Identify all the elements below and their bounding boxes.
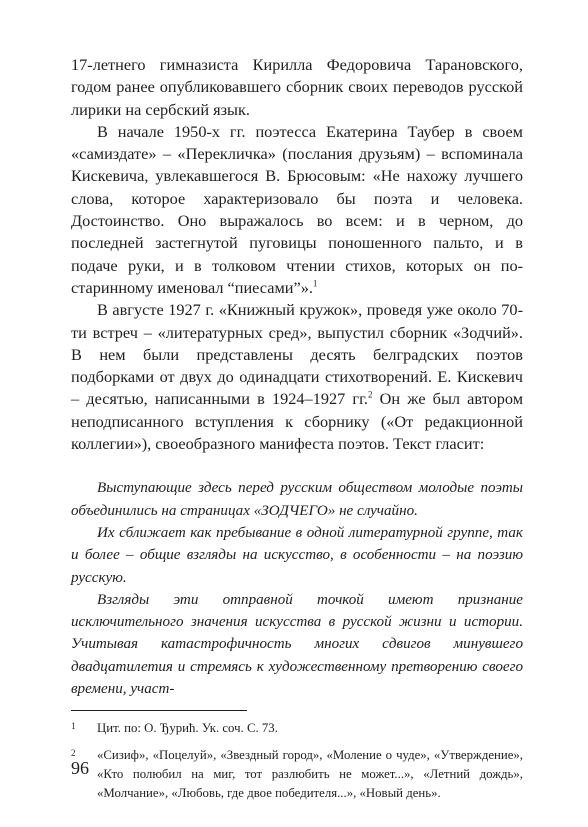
paragraph-2 — [71, 121, 523, 299]
page-content — [71, 54, 523, 811]
paragraph-3 — [71, 299, 523, 455]
footnote-number: 2 — [71, 748, 76, 759]
footnote-text: «Сизиф», «Поцелуй», «Звездный город», «Моление о чуде», «Утверждение», «Кто полюбил на миг, тот разлюбить не может...», «Летний дождь», «Молчание», «Любовь, где двое победителя...», «Новый день». — [97, 748, 523, 801]
paragraph-1-text: 17-летнего гимназиста Кирилла Федоровича Тарановского, годом ранее опубликовавшего сборник своих переводов русской лирики на сербский язык. — [71, 55, 523, 119]
footnote-number: 1 — [71, 721, 76, 732]
footnote-divider — [71, 710, 523, 803]
footnote-ref-1[interactable]: 1 — [312, 278, 318, 289]
paragraph-3-text: В августе 1927 г. «Книжный кружок», проведя уже около 70-ти встреч – «литературных сред», выпустил сборник «Зодчий». В нем были представлены десять белградских поэтов подборками от двух до одинадцати стихотворений. Е. Кискевич – десятью, написанными в 1924–1927 гг. — [71, 300, 523, 409]
footnotes — [71, 711, 523, 803]
footnote-2 — [71, 746, 523, 803]
page-number: 96 — [71, 758, 89, 778]
quote-paragraph-2: Их сближает как пребывание в одной литературной группе, так и более – общие взгляды на искусство, в особенности – на поэзию русскую. — [71, 524, 523, 586]
footnote-1 — [71, 719, 523, 738]
paragraph-1 — [71, 54, 523, 121]
paragraph-2-text: В начале 1950-х гг. поэтесса Екатерина Таубер в своем «самиздате» – «Перекличка» (послания друзьям) – вспоминала Кискевича, увлекавшегося В. Брюсовым: «Не нахожу лучшего слова, которое характеризовало бы поэта и человека. Достоинство. Оно выражалось во всем: и в черном, до последней застегнутой пуговицы поношенного пальто, и в подаче руки, и в толковом чтении стихов, которых он по-старинному именовал “пиесами”». — [71, 121, 523, 297]
quote-paragraph-3: Взгляды эти отправной точкой имеют признание исключительного значения искусства в русской жизни и истории. Учитывая катастрофичность многих сдвигов минувшего двадцатилетия и стремясь к художественному претворению своего времени, участ- — [71, 591, 523, 698]
quote-paragraph-1: Выступающие здесь перед русским обществом молодые поэты объединились на страницах «ЗОДЧЕГО» не случайно. — [71, 480, 523, 519]
paragraph-3-tail: Он же был автором неподписанного вступления к сборнику («От редакционной коллегии»), своеобразного манифеста поэтов. Текст гласит: — [71, 389, 524, 454]
quotation-block — [71, 477, 523, 700]
footnote-text: Цит. по: О. Ђурић. Ук. соч. С. 73. — [97, 721, 278, 736]
footnote-ref-2[interactable]: 2 — [368, 390, 373, 401]
